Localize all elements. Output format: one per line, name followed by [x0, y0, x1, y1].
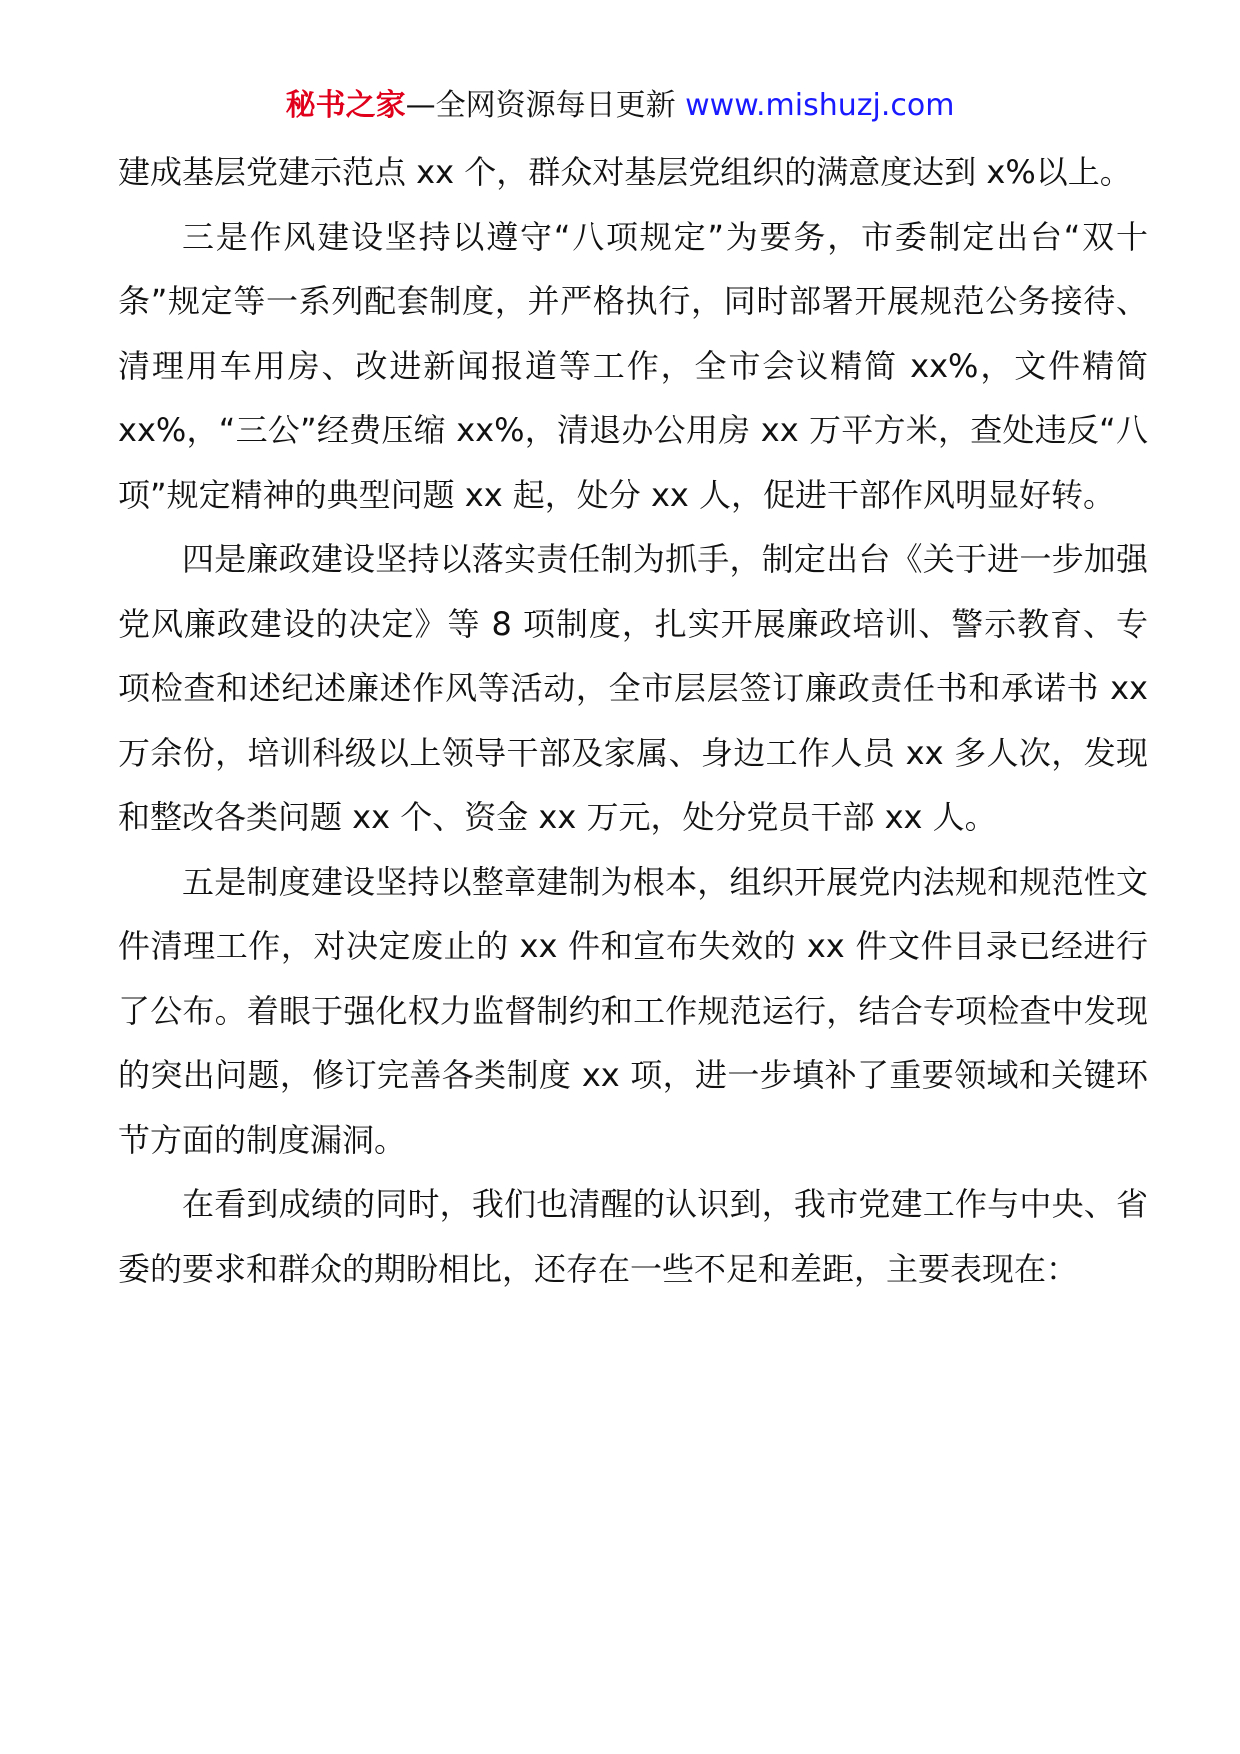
site-header [0, 86, 1240, 126]
paragraph-shortcomings: 在看到成绩的同时，我们也清醒的认识到，我市党建工作与中央、省委的要求和群众的期盼相比，还存在一些不足和差距，主要表现在： [118, 1185, 1148, 1288]
header-tagline: —全网资源每日更新 [405, 88, 676, 123]
header-url-link[interactable]: www.mishuzj.com [685, 88, 955, 123]
paragraph-continuation: 建成基层党建示范点 xx 个，群众对基层党组织的满意度达到 x%以上。 [118, 153, 1132, 191]
brand-name: 秘书之家 [285, 88, 406, 123]
document-body [118, 140, 1148, 1301]
paragraph-institution: 五是制度建设坚持以整章建制为根本，组织开展党内法规和规范性文件清理工作，对决定废止的 xx 件和宣布失效的 xx 件文件目录已经进行了公布。着眼于强化权力监督制约和工作规范运行，结合专项检查中发现的突出问题，修订完善各类制度 xx 项，进一步填补了重要领域和关键环节方面的制度漏洞。 [118, 862, 1148, 1159]
paragraph-integrity: 四是廉政建设坚持以落实责任制为抓手，制定出台《关于进一步加强党风廉政建设的决定》等 8 项制度，扎实开展廉政培训、警示教育、专项检查和述纪述廉述作风等活动，全市层层签订廉政责任书和承诺书 xx 万余份，培训科级以上领导干部及家属、身边工作人员 xx 多人次，发现和整改各类问题 xx 个、资金 xx 万元，处分党员干部 xx 人。 [118, 540, 1148, 836]
paragraph-work-style: 三是作风建设坚持以遵守“八项规定”为要务，市委制定出台“双十条”规定等一系列配套制度，并严格执行，同时部署开展规范公务接待、清理用车用房、改进新闻报道等工作，全市会议精简 xx%，文件精简 xx%，“三公”经费压缩 xx%，清退办公用房 xx 万平方米，查处违反“八项”规定精神的典型问题 xx 起，处分 xx 人，促进干部作风明显好转。 [118, 217, 1148, 514]
